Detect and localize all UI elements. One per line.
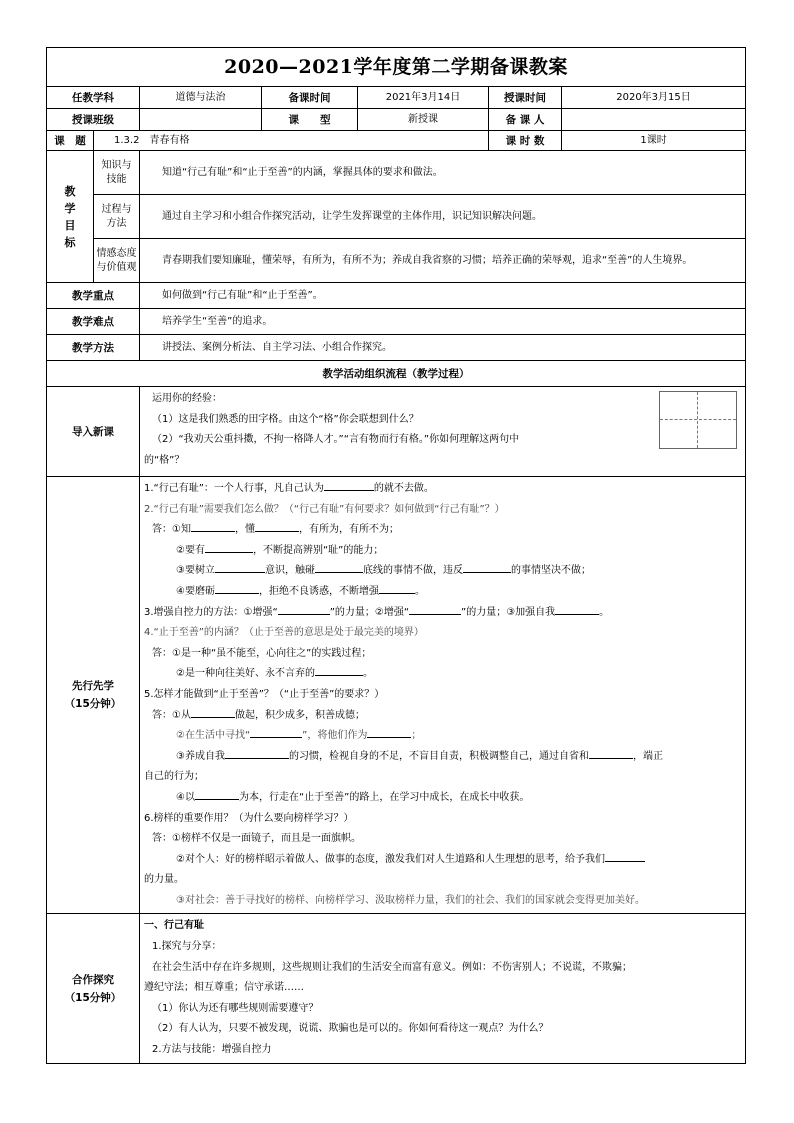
preview-text: 6.榜样的重要作用？（为什么要向榜样学习？） (144, 812, 354, 824)
preview-text: 。 (362, 668, 373, 680)
objectives-char: 学 (64, 201, 76, 215)
method-text: 讲授法、案例分析法、自主学习法、小组合作探究。 (140, 335, 746, 361)
coop-line: 遵纪守法；相互尊重；信守承诺…… (144, 982, 304, 994)
preview-text: ②对个人：好的榜样昭示着做人、做事的态度，激发我们对人生道路和人生理想的思考，给予我们 (176, 853, 605, 865)
fill-in-blank (215, 561, 265, 573)
preview-text: 4.“止于至善”的内涵？（止于至善的意思是处于最完美的境界） (144, 627, 424, 639)
preview-text: ④要磨砺 (176, 585, 215, 597)
preview-text: 。 (414, 585, 425, 597)
objectives-char: 教 (64, 184, 76, 198)
preview-text: 的习惯，检视自身的不足，不盲目自责，积极调整自己，通过自省和 (288, 750, 589, 762)
topic-label: 课 题 (47, 131, 94, 151)
preview-text: 答：①知 (152, 524, 191, 536)
preview-text: 的就不去做。 (373, 483, 434, 494)
intro-line: （1）这是我们熟悉的田字格。由这个“格”你会联想到什么？ (152, 413, 419, 425)
preview-line (144, 623, 741, 644)
preview-text: ③要树立 (176, 565, 215, 577)
difficulty-label: 教学难点 (47, 309, 140, 335)
preview-line (144, 541, 741, 562)
preview-text: ”的力量；②增强“ (329, 606, 410, 618)
fill-in-blank (191, 706, 235, 718)
fill-in-blank (324, 479, 374, 491)
preview-line (144, 520, 741, 541)
course-type-label: 课 型 (262, 109, 358, 131)
objective-process-label: 过程与方法 (94, 195, 140, 239)
class-value (140, 109, 262, 131)
fill-in-blank (409, 603, 461, 615)
objective-emotion-text: 青春期我们要知廉耻，懂荣辱，有所为，有所不为；养成自我省察的习惯；培养正确的荣辱观，追求“至善”的人生境界。 (140, 239, 746, 283)
topic-value: 1.3.2 青春有格 (94, 131, 489, 151)
preview-text: 1.“行己有耻”：一个人行事，凡自己认为 (144, 483, 324, 494)
teach-time-value: 2020年3月15日 (562, 87, 746, 109)
preview-line (144, 664, 741, 685)
preview-text: 做起，积少成多，积善成德； (234, 709, 365, 721)
intro-line: （2）“我劝天公重抖擞，不拘一格降人才。”“言有物而行有格。”你如何理解这两句中 (152, 434, 520, 446)
preview-text: ，不断提高辨别“耻”的能力； (252, 544, 384, 556)
coop-label: 合作探究 (72, 973, 114, 986)
fill-in-blank (215, 582, 259, 594)
fill-in-blank (555, 603, 599, 615)
preview-text: ”的力量；③加强自我 (461, 606, 556, 618)
fill-in-blank (367, 726, 411, 738)
fill-in-blank (605, 850, 645, 862)
coop-line: 2.方法与技能：增强自控力 (152, 1044, 272, 1056)
preview-text: 2.“行己有耻”需要我们怎么做？（“行己有耻”有何要求？如何做到“行己有耻”？） (144, 503, 505, 515)
preview-line (144, 891, 741, 912)
tianzige-grid-image (659, 391, 737, 449)
preview-label: 先行先学 (72, 680, 114, 693)
coop-line: 在社会生活中存在许多规则，这些规则让我们的生活安全而富有意义。例如：不伤害别人；不说谎，不欺骗； (152, 961, 632, 973)
fill-in-blank (463, 561, 511, 573)
preview-line (144, 561, 741, 582)
preview-text: 底线的事情不做，违反 (362, 565, 463, 577)
preview-line (144, 500, 741, 521)
preview-line (144, 582, 741, 603)
preview-line (144, 706, 741, 727)
objective-knowledge-label: 知识与技能 (94, 151, 140, 195)
preview-text: 答：①从 (152, 709, 191, 721)
preview-text: 。 (599, 606, 610, 618)
teach-time-label: 授课时间 (489, 87, 562, 109)
preview-text: ②在生活中寻找“ (176, 730, 251, 742)
fill-in-blank (589, 747, 633, 759)
preview-line (144, 685, 741, 706)
intro-label: 导入新课 (47, 387, 140, 477)
coop-content (140, 914, 746, 1063)
process-title: 教学活动组织流程（教学过程） (47, 361, 746, 387)
objective-process-text: 通过自主学习和小组合作探究活动，让学生发挥课堂的主体作用，识记知识解决问题。 (140, 195, 746, 239)
fill-in-blank (315, 561, 363, 573)
preparer-value (562, 109, 746, 131)
objective-knowledge-text: 知道“行己有耻”和“止于至善”的内涵，掌握具体的要求和做法。 (140, 151, 746, 195)
fill-in-blank (225, 747, 289, 759)
preview-line (144, 479, 741, 500)
coop-label-cell (47, 914, 140, 1063)
preview-line (144, 829, 741, 850)
objectives-char: 目 (64, 218, 76, 232)
fill-in-blank (278, 603, 330, 615)
preview-text: 的事情坚决不做； (510, 565, 591, 577)
preview-text: ，懂 (234, 524, 255, 536)
intro-line: 的“格”？ (144, 454, 185, 466)
preview-text: ，有所为，有所不为； (298, 524, 399, 536)
preview-text: ，拒绝不良诱惑，不断增强 (258, 585, 379, 597)
preview-line (144, 726, 741, 747)
intro-content (140, 387, 746, 477)
objectives-label (47, 151, 94, 283)
method-label: 教学方法 (47, 335, 140, 361)
prep-time-value: 2021年3月14日 (358, 87, 489, 109)
class-label: 授课班级 (47, 109, 140, 131)
key-point-text: 如何做到“行己有耻”和“止于至善”。 (140, 283, 746, 309)
objective-emotion-label: 情感态度与价值观 (94, 239, 140, 283)
preview-line (144, 747, 741, 768)
preview-line (144, 850, 741, 871)
preview-text: 自己的行为； (144, 771, 204, 783)
prep-time-label: 备课时间 (262, 87, 358, 109)
key-point-label: 教学重点 (47, 283, 140, 309)
preview-line (144, 644, 741, 665)
coop-line: 1.探究与分享： (152, 941, 222, 953)
preview-text: 3.增强自控力的方法：①增强“ (144, 606, 278, 618)
preview-text: 答：①榜样不仅是一面镜子，而且是一面旗帜。 (152, 833, 361, 845)
objectives-char: 标 (64, 235, 76, 249)
preview-text: 的力量。 (144, 874, 184, 886)
preview-text: ②是一种向往美好、永不言弃的 (176, 668, 315, 680)
preview-text: ； (411, 730, 422, 742)
coop-line: （2）有人认为，只要不被发现，说谎、欺骗也是可以的。你如何看待这一观点？为什么？ (152, 1023, 549, 1035)
preview-text: ③养成自我 (176, 750, 225, 762)
preview-line (144, 788, 741, 809)
preview-text: ②要有 (176, 544, 205, 556)
lesson-plan-sheet (46, 47, 745, 1064)
hours-label: 课 时 数 (489, 131, 562, 151)
subject-value: 道德与法治 (140, 87, 262, 109)
preview-line (144, 809, 741, 830)
preview-line (144, 603, 741, 624)
preview-line (144, 870, 741, 891)
fill-in-blank (255, 520, 299, 532)
coop-section-heading: 一、行己有耻 (144, 920, 204, 932)
preview-text: 答：①是一种“虽不能至，心向往之”的实践过程； (152, 647, 372, 659)
hours-value: 1课时 (562, 131, 746, 151)
preview-content (140, 477, 746, 914)
preview-text: ，端正 (632, 750, 663, 762)
difficulty-text: 培养学生“至善”的追求。 (140, 309, 746, 335)
preview-text: 为本，行走在“止于至善”的路上，在学习中成长，在成长中收获。 (238, 791, 530, 803)
coop-line: （1）你认为还有哪些规则需要遵守？ (152, 1002, 319, 1014)
preview-text: ③对社会：善于寻找好的榜样、向榜样学习、汲取榜样力量，我们的社会、我们的国家就会变得更加美好。 (176, 894, 645, 906)
course-type-value: 新授课 (358, 109, 489, 131)
preview-line (144, 767, 741, 788)
preview-label-cell (47, 477, 140, 914)
fill-in-blank (191, 520, 235, 532)
fill-in-blank (195, 788, 239, 800)
lesson-plan-table (46, 47, 746, 1064)
intro-line: 运用你的经验： (152, 393, 222, 404)
preview-text: ④以 (176, 791, 195, 803)
fill-in-blank (205, 541, 253, 553)
fill-in-blank (250, 726, 302, 738)
page-title: 2020—2021学年度第二学期备课教案 (47, 48, 746, 87)
coop-time: （15分钟） (64, 991, 122, 1004)
preview-text: 5.怎样才能做到“止于至善”？（“止于至善”的要求？） (144, 688, 385, 700)
preview-text: ”，将他们作为 (302, 730, 368, 742)
fill-in-blank (315, 664, 363, 676)
preparer-label: 备 课 人 (489, 109, 562, 131)
subject-label: 任教学科 (47, 87, 140, 109)
fill-in-blank (379, 582, 415, 594)
preview-time: （15分钟） (64, 698, 122, 711)
preview-text: 意识，触碰 (264, 565, 315, 577)
